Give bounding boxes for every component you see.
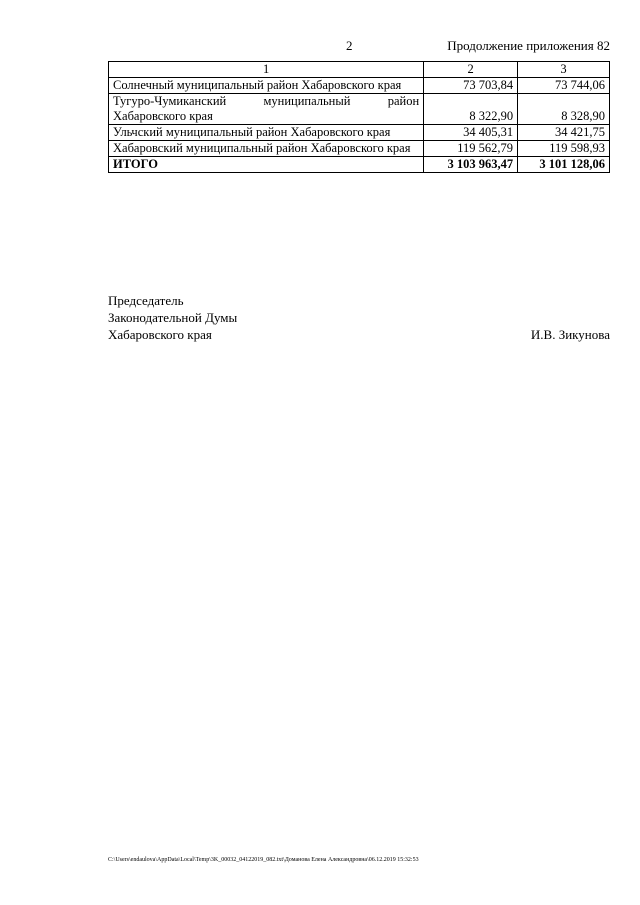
signer-name: И.В. Зикунова: [530, 327, 610, 342]
table-row: [109, 141, 610, 157]
table-row: [109, 78, 610, 94]
value-col3: 8 328,90: [518, 94, 610, 125]
value-col2: 73 703,84: [424, 78, 518, 94]
value-col3: 73 744,06: [518, 78, 610, 94]
table-row: [109, 125, 610, 141]
footer-file-path: C:\Users\endaulova\AppData\Local\Temp\3K_00032_04122019_082.txt\Доманова Елена Александровна\06.12.2019 15:32:53: [108, 857, 419, 863]
table-header-row: [109, 62, 610, 78]
district-name: Ульчский муниципальный район Хабаровского края: [109, 125, 424, 141]
district-name: Тугуро-Чумиканский муниципальный район Хабаровского края: [109, 94, 424, 125]
column-header: 3: [518, 62, 610, 78]
district-name: Солнечный муниципальный район Хабаровского края: [109, 78, 424, 94]
budget-table: [108, 61, 610, 173]
continuation-label: Продолжение приложения 82: [447, 38, 610, 53]
district-name: Хабаровский муниципальный район Хабаровского края: [109, 141, 424, 157]
value-col3: 34 421,75: [518, 125, 610, 141]
value-col2: 8 322,90: [424, 94, 518, 125]
total-row: [109, 157, 610, 173]
table-row: [109, 94, 610, 125]
signature-title-line3: Хабаровского края: [108, 327, 212, 342]
column-header: 1: [109, 62, 424, 78]
value-col2: 34 405,31: [424, 125, 518, 141]
total-col2: 3 103 963,47: [424, 157, 518, 173]
signature-block: [108, 292, 237, 343]
total-col3: 3 101 128,06: [518, 157, 610, 173]
signature-title-line1: Председатель: [108, 293, 184, 308]
column-header: 2: [424, 62, 518, 78]
value-col2: 119 562,79: [424, 141, 518, 157]
signature-title-line2: Законодательной Думы: [108, 310, 238, 325]
value-col3: 119 598,93: [518, 141, 610, 157]
total-label: ИТОГО: [109, 157, 424, 173]
page-number: 2: [346, 38, 353, 53]
